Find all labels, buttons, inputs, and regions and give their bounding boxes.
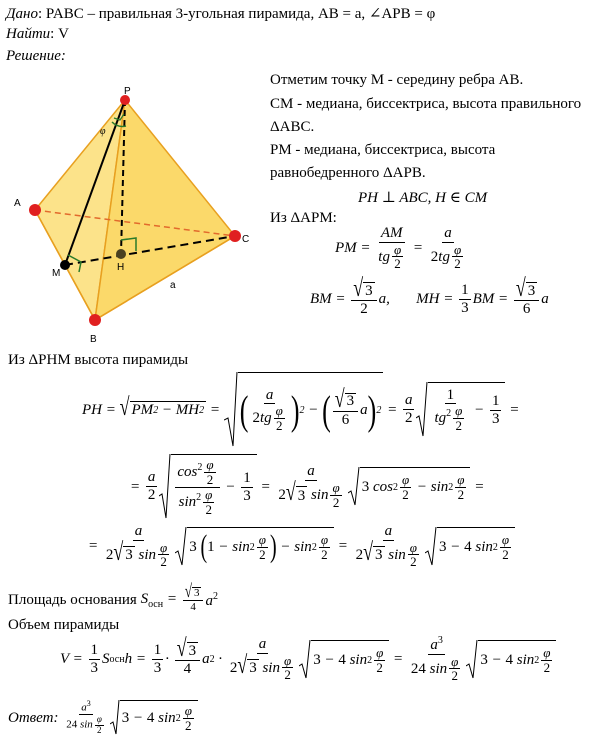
formula-ph-1: PH = √ PM 2 − MH 2 = ( a 2tg $\frac{\varphi}{2}$ ) 2 − ( √ 3 6 a ) 2 = a 2 1 $tg^2$ $\frac{\varphi}{2}$ − 1 3 = [82, 372, 519, 448]
point-b [89, 314, 101, 326]
find-line [6, 26, 69, 43]
point-a [29, 204, 41, 216]
text-line-2: CM - медиана, биссектриса, высота правильного [270, 96, 582, 112]
text-line-4: PM - медиана, биссектриса, высота [270, 142, 496, 158]
phm-heading: Из ΔPHM высота пирамиды [8, 352, 189, 368]
point-h [116, 249, 126, 259]
label-h: H [117, 262, 125, 273]
label-phi: φ [100, 126, 106, 137]
text-line-7: Из ΔAPM: [270, 210, 337, 226]
given-text: : PABC – правильная 3-угольная пирамида, AB = a, ∠APB = φ [38, 6, 436, 22]
solution-colon: : [60, 48, 66, 64]
find-text: : V [50, 26, 69, 42]
given-label: Дано [6, 6, 38, 22]
find-label: Найти [6, 26, 51, 42]
formula-ph-2: = a 2 $\cos^2$ $\frac{\varphi}{2}$ $\sin^2$ $\frac{\varphi}{2}$ − 1 3 = a 2 √ 3 sin $\frac{\varphi}{2}$ 3 cos 2 φ 2 − sin 2 φ 2 = [130, 454, 484, 520]
label-b: B [90, 334, 97, 345]
label-p: P [124, 86, 131, 97]
base-area-line: Площадь основания $S_{осн}$ = √ 3 4 $a^2$ [8, 580, 218, 614]
label-m: M [52, 268, 61, 279]
text-line-3: ΔABC. [270, 119, 315, 135]
solution-line [6, 48, 66, 65]
formula-bm-mh: BM = √ 3 2 a, MH = 1 3 BM = √ 3 6 a [310, 273, 549, 317]
volume-heading: Объем пирамиды [8, 617, 120, 633]
point-m [60, 260, 70, 270]
text-line-6: PH ⊥ ABC, H ∈ CM [358, 190, 488, 206]
pyramid-figure [0, 80, 260, 345]
answer-label: Ответ [8, 709, 54, 726]
base-area-label: Площадь основания [8, 591, 137, 608]
formula-ph-3: = a 2 √ 3 sin $\frac{\varphi}{2}$ 3 ( 1 − sin 2 φ 2 ) − sin 2 φ 2 = a 2 √ 3 sin $\frac{\varphi}{2}$ 3 − 4 sin 2 φ 2 [88, 524, 515, 570]
solution-label: Решение [6, 48, 61, 64]
point-c [229, 230, 241, 242]
label-a-edge: a [170, 280, 176, 291]
formula-volume: V = 1 3 S осн h = 1 3 · √ 3 4 a 2 · a 2 √ 3 sin $\frac{\varphi}{2}$ 3 − 4 sin 2 φ 2 = $a^3$ 24 sin $\frac{\varphi}{2}$ 3 − 4 sin 2 φ 2 [60, 636, 556, 684]
text-line-5: равнобедренного ΔAPB. [270, 165, 426, 181]
given-line [6, 4, 435, 23]
label-a: A [14, 198, 21, 209]
label-c: C [242, 234, 250, 245]
formula-pm: PM = AM tg $\frac{\varphi}{2}$ = a 2tg $\frac{\varphi}{2}$ [335, 225, 462, 272]
text-line-1: Отметим точку M - середину ребра AB. [270, 72, 524, 88]
answer-line: Ответ : $a^3$ 24 sin $\frac{\varphi}{2}$ 3 − 4 sin 2 φ 2 [8, 700, 198, 736]
